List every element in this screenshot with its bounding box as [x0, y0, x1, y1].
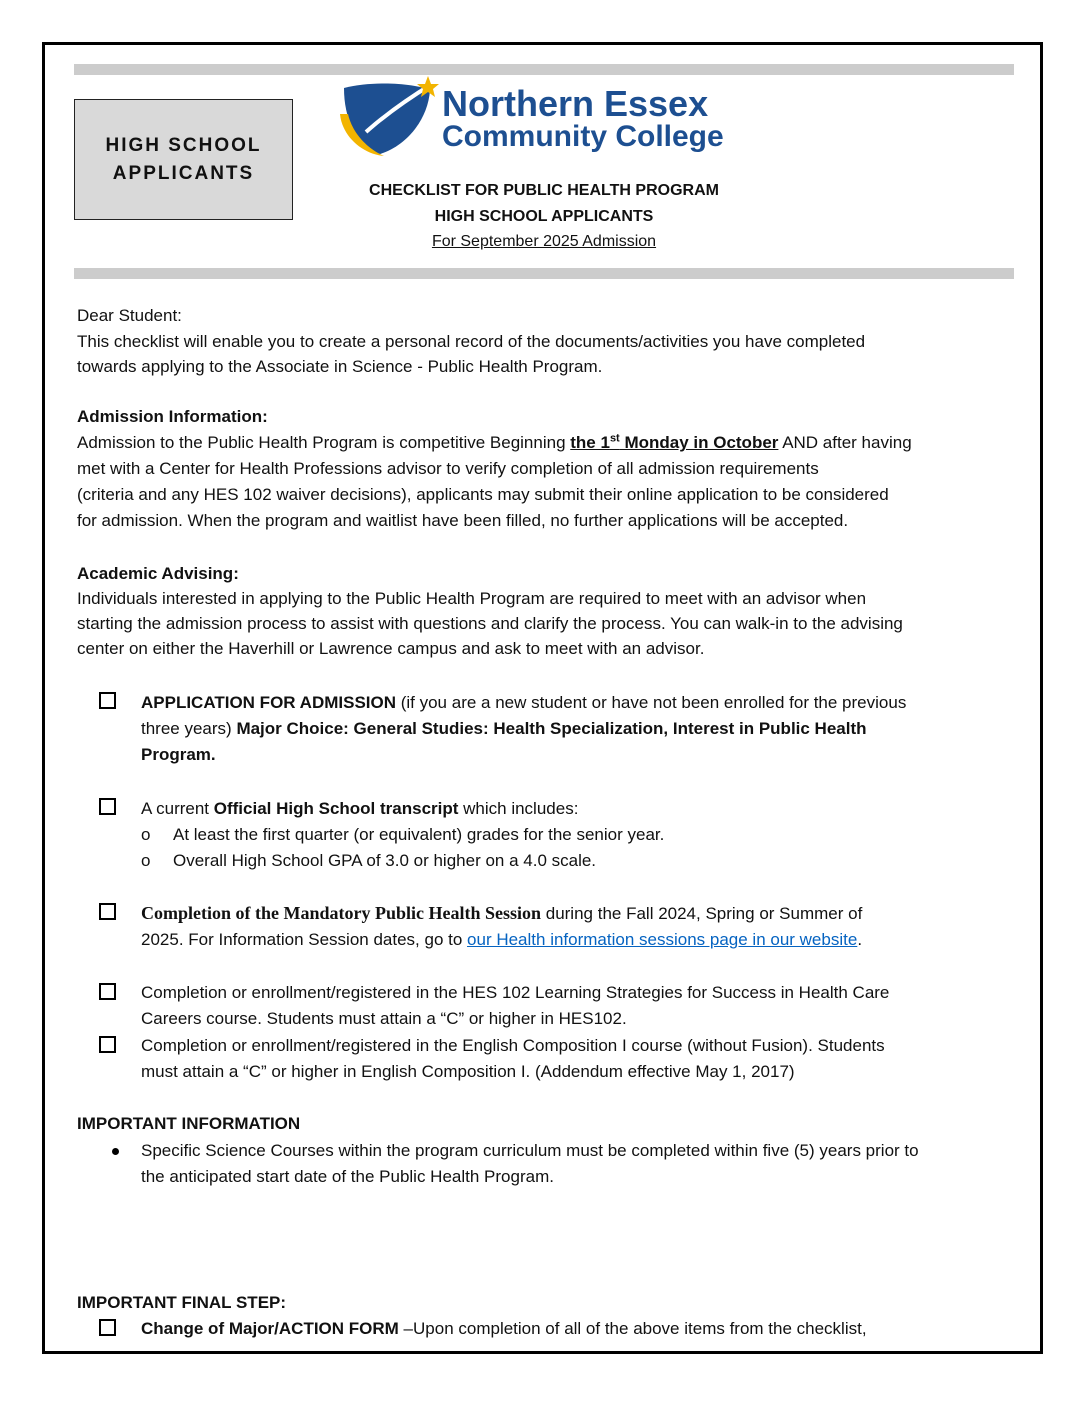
- admission-term-text: For September 2025 Admission: [431, 233, 657, 250]
- badge-line-2: APPLICANTS: [112, 162, 255, 184]
- admission-line-4: for admission. When the program and waitlist have been filled, no further applications will be accepted.: [77, 511, 849, 530]
- advising-line-1: Individuals interested in applying to the Public Health Program are required to meet with an advisor when: [77, 589, 867, 608]
- admission-line-3: (criteria and any HES 102 waiver decisions), applicants may submit their online application to be considered: [77, 485, 889, 504]
- badge-line-1: HIGH SCHOOL: [105, 134, 262, 156]
- admission-heading: Admission Information:: [77, 407, 268, 426]
- checkbox-info-session[interactable]: [99, 903, 116, 920]
- advising-line-2: starting the admission process to assist with questions and clarify the process. You can walk-in to the advising: [77, 614, 903, 633]
- item-application: APPLICATION FOR ADMISSION (if you are a new student or have not been enrolled for the previous three years) Major Choice: General Studies: Health Specialization, Interest in Public Health Program.: [141, 693, 907, 764]
- important-info-item: Specific Science Courses within the program curriculum must be completed within five (5) years prior to the anticipated start date of the Public Health Program.: [141, 1141, 919, 1186]
- admission-line-2: met with a Center for Health Professions advisor to verify completion of all admission requirements: [77, 459, 819, 478]
- intro-line-1: This checklist will enable you to create a personal record of the documents/activities you have completed: [77, 332, 866, 351]
- transcript-sub-item-1: o At least the first quarter (or equivalent) grades for the senior year.: [141, 825, 665, 844]
- item-info-session: Completion of the Mandatory Public Health Session during the Fall 2024, Spring or Summer of 2025. For Information Session dates, go to our Health information sessions page in our website.: [141, 903, 863, 949]
- sub-bullet-icon: o: [141, 851, 151, 870]
- logo-text-line-2: Community College: [442, 120, 724, 153]
- checkbox-hes102[interactable]: [99, 983, 116, 1000]
- checkbox-english[interactable]: [99, 1036, 116, 1053]
- logo-shield-icon: [336, 74, 440, 158]
- checkbox-transcript[interactable]: [99, 798, 116, 815]
- important-info-heading: IMPORTANT INFORMATION: [77, 1114, 301, 1133]
- admission-term: [300, 229, 788, 254]
- bullet-icon: [112, 1148, 119, 1155]
- admission-line-1: Admission to the Public Health Program is competitive Beginning the 1st Monday in October AND after having: [77, 432, 912, 452]
- item-transcript: A current Official High School transcript which includes:: [141, 799, 579, 818]
- advising-line-3: center on either the Haverhill or Lawrence campus and ask to meet with an advisor.: [77, 639, 705, 658]
- header-divider: [74, 268, 1014, 279]
- intro-line-2: towards applying to the Associate in Science - Public Health Program.: [77, 357, 603, 376]
- logo-text-line-1: Northern Essex: [442, 83, 709, 124]
- item-hes102: Completion or enrollment/registered in the HES 102 Learning Strategies for Success in Health Care Careers course. Students must attain a “C” or higher in HES102.: [141, 983, 890, 1028]
- advising-heading: Academic Advising:: [77, 564, 239, 583]
- applicant-type-badge: [74, 99, 293, 220]
- item-change-of-major: Change of Major/ACTION FORM –Upon completion of all of the above items from the checklist,: [141, 1319, 867, 1338]
- item-english: Completion or enrollment/registered in the English Composition I course (without Fusion). Students must attain a “C” or higher in English Composition I. (Addendum effective May 1, 2017): [141, 1036, 885, 1081]
- college-logo: [336, 74, 756, 158]
- salutation: Dear Student:: [77, 306, 182, 325]
- transcript-sub-item-2: o Overall High School GPA of 3.0 or higher on a 4.0 scale.: [141, 851, 597, 870]
- checkbox-change-of-major[interactable]: [99, 1319, 116, 1336]
- document-title: CHECKLIST FOR PUBLIC HEALTH PROGRAM: [369, 182, 719, 199]
- final-step-heading: IMPORTANT FINAL STEP:: [77, 1293, 287, 1312]
- sub-bullet-icon: o: [141, 825, 151, 844]
- info-sessions-link[interactable]: our Health information sessions page in our website: [467, 930, 858, 949]
- checkbox-application[interactable]: [99, 692, 116, 709]
- document-subtitle: HIGH SCHOOL APPLICANTS: [434, 208, 654, 225]
